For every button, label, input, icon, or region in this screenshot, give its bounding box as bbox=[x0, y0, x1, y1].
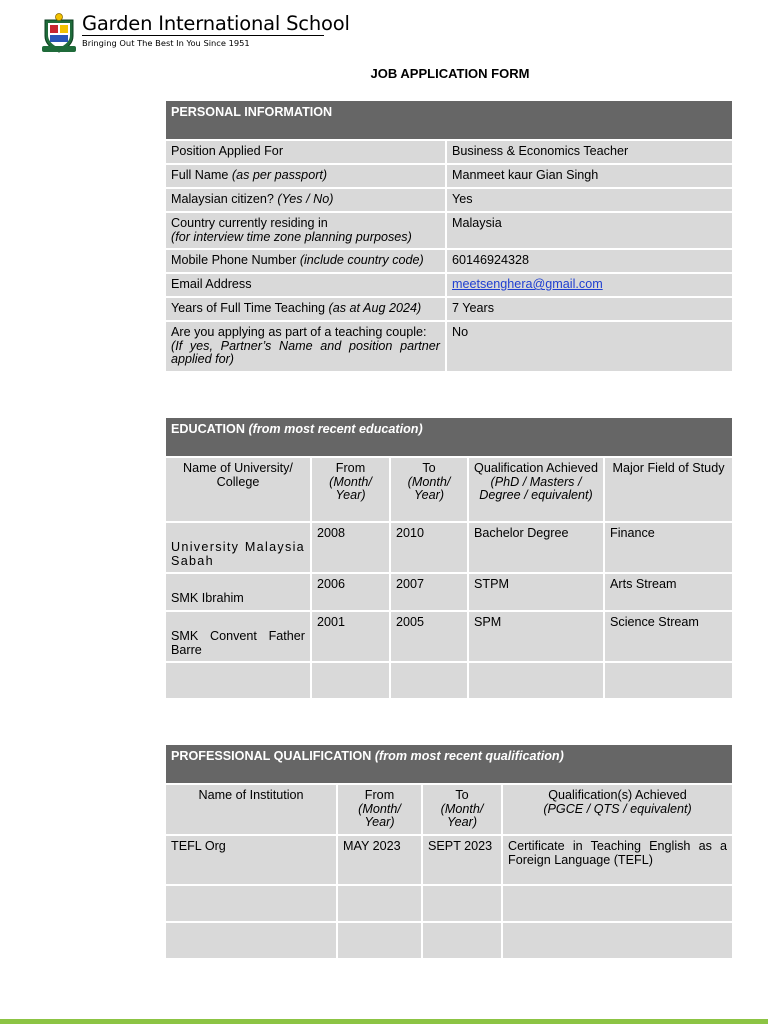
cell-qualification: Bachelor Degree bbox=[468, 522, 604, 573]
table-row bbox=[165, 573, 733, 611]
cell-institution: TEFL Org bbox=[165, 835, 337, 885]
column-header-major: Major Field of Study bbox=[604, 457, 733, 522]
table-row bbox=[165, 885, 733, 922]
field-label: Mobile Phone Number (include country code) bbox=[165, 249, 446, 273]
column-header-from: From (Month/ Year) bbox=[311, 457, 390, 522]
cell-to: 2010 bbox=[390, 522, 468, 573]
field-value-years-teaching: 7 Years bbox=[446, 297, 733, 321]
cell-from: 2008 bbox=[311, 522, 390, 573]
section-heading: PERSONAL INFORMATION bbox=[165, 100, 733, 140]
cell-from bbox=[337, 922, 422, 959]
table-row bbox=[165, 922, 733, 959]
cell-from: 2001 bbox=[311, 611, 390, 662]
cell-to bbox=[422, 885, 502, 922]
cell-institution bbox=[165, 922, 337, 959]
field-value-full-name: Manmeet kaur Gian Singh bbox=[446, 164, 733, 188]
cell-major bbox=[604, 662, 733, 699]
column-header-institution: Name of Institution bbox=[165, 784, 337, 835]
cell-qualification bbox=[502, 922, 733, 959]
cell-from: MAY 2023 bbox=[337, 835, 422, 885]
field-label: Position Applied For bbox=[165, 140, 446, 164]
field-value-country: Malaysia bbox=[446, 212, 733, 249]
cell-institution: SMK Ibrahim bbox=[165, 573, 311, 611]
field-label: Full Name (as per passport) bbox=[165, 164, 446, 188]
field-label: Country currently residing in (for interview time zone planning purposes) bbox=[165, 212, 446, 249]
column-header-qualification: Qualification Achieved (PhD / Masters / Degree / equivalent) bbox=[468, 457, 604, 522]
school-name: Garden International School bbox=[82, 12, 350, 35]
cell-institution: University Malaysia Sabah bbox=[165, 522, 311, 573]
table-row bbox=[165, 611, 733, 662]
cell-to: 2007 bbox=[390, 573, 468, 611]
column-header-to: To (Month/ Year) bbox=[390, 457, 468, 522]
professional-qualification-table bbox=[164, 743, 734, 960]
field-label: Years of Full Time Teaching (as at Aug 2024) bbox=[165, 297, 446, 321]
field-value-position: Business & Economics Teacher bbox=[446, 140, 733, 164]
cell-to: SEPT 2023 bbox=[422, 835, 502, 885]
field-value-phone: 60146924328 bbox=[446, 249, 733, 273]
cell-major: Arts Stream bbox=[604, 573, 733, 611]
field-value-citizen: Yes bbox=[446, 188, 733, 212]
cell-from: 2006 bbox=[311, 573, 390, 611]
divider bbox=[82, 35, 324, 36]
email-link[interactable]: meetsenghera@gmail.com bbox=[452, 277, 603, 291]
field-value-email bbox=[446, 273, 733, 297]
cell-qualification bbox=[502, 885, 733, 922]
form-title: JOB APPLICATION FORM bbox=[370, 66, 530, 81]
field-label: Malaysian citizen? (Yes / No) bbox=[165, 188, 446, 212]
cell-qualification: Certificate in Teaching English as a Foreign Language (TEFL) bbox=[502, 835, 733, 885]
table-row bbox=[165, 835, 733, 885]
education-table bbox=[164, 416, 734, 700]
field-value-teaching-couple: No bbox=[446, 321, 733, 372]
section-heading: EDUCATION (from most recent education) bbox=[165, 417, 733, 457]
cell-major: Science Stream bbox=[604, 611, 733, 662]
table-row bbox=[165, 522, 733, 573]
column-header-from: From (Month/ Year) bbox=[337, 784, 422, 835]
personal-information-table bbox=[164, 99, 734, 373]
cell-institution bbox=[165, 885, 337, 922]
cell-from bbox=[337, 885, 422, 922]
cell-major: Finance bbox=[604, 522, 733, 573]
column-header-to: To (Month/ Year) bbox=[422, 784, 502, 835]
cell-qualification: SPM bbox=[468, 611, 604, 662]
table-row bbox=[165, 662, 733, 699]
cell-to: 2005 bbox=[390, 611, 468, 662]
cell-institution bbox=[165, 662, 311, 699]
column-header-qualification: Qualification(s) Achieved (PGCE / QTS / equivalent) bbox=[502, 784, 733, 835]
cell-from bbox=[311, 662, 390, 699]
cell-to bbox=[390, 662, 468, 699]
school-crest-icon bbox=[40, 12, 78, 54]
cell-institution: SMK Convent Father Barre bbox=[165, 611, 311, 662]
field-label: Email Address bbox=[165, 273, 446, 297]
cell-qualification bbox=[468, 662, 604, 699]
field-label: Are you applying as part of a teaching couple: (If yes, Partner’s Name and position partner applied for) bbox=[165, 321, 446, 372]
school-tagline: Bringing Out The Best In You Since 1951 bbox=[82, 38, 250, 48]
column-header-institution: Name of University/ College bbox=[165, 457, 311, 522]
section-heading: PROFESSIONAL QUALIFICATION (from most recent qualification) bbox=[165, 744, 733, 784]
cell-to bbox=[422, 922, 502, 959]
footer-bar bbox=[0, 1019, 768, 1024]
cell-qualification: STPM bbox=[468, 573, 604, 611]
